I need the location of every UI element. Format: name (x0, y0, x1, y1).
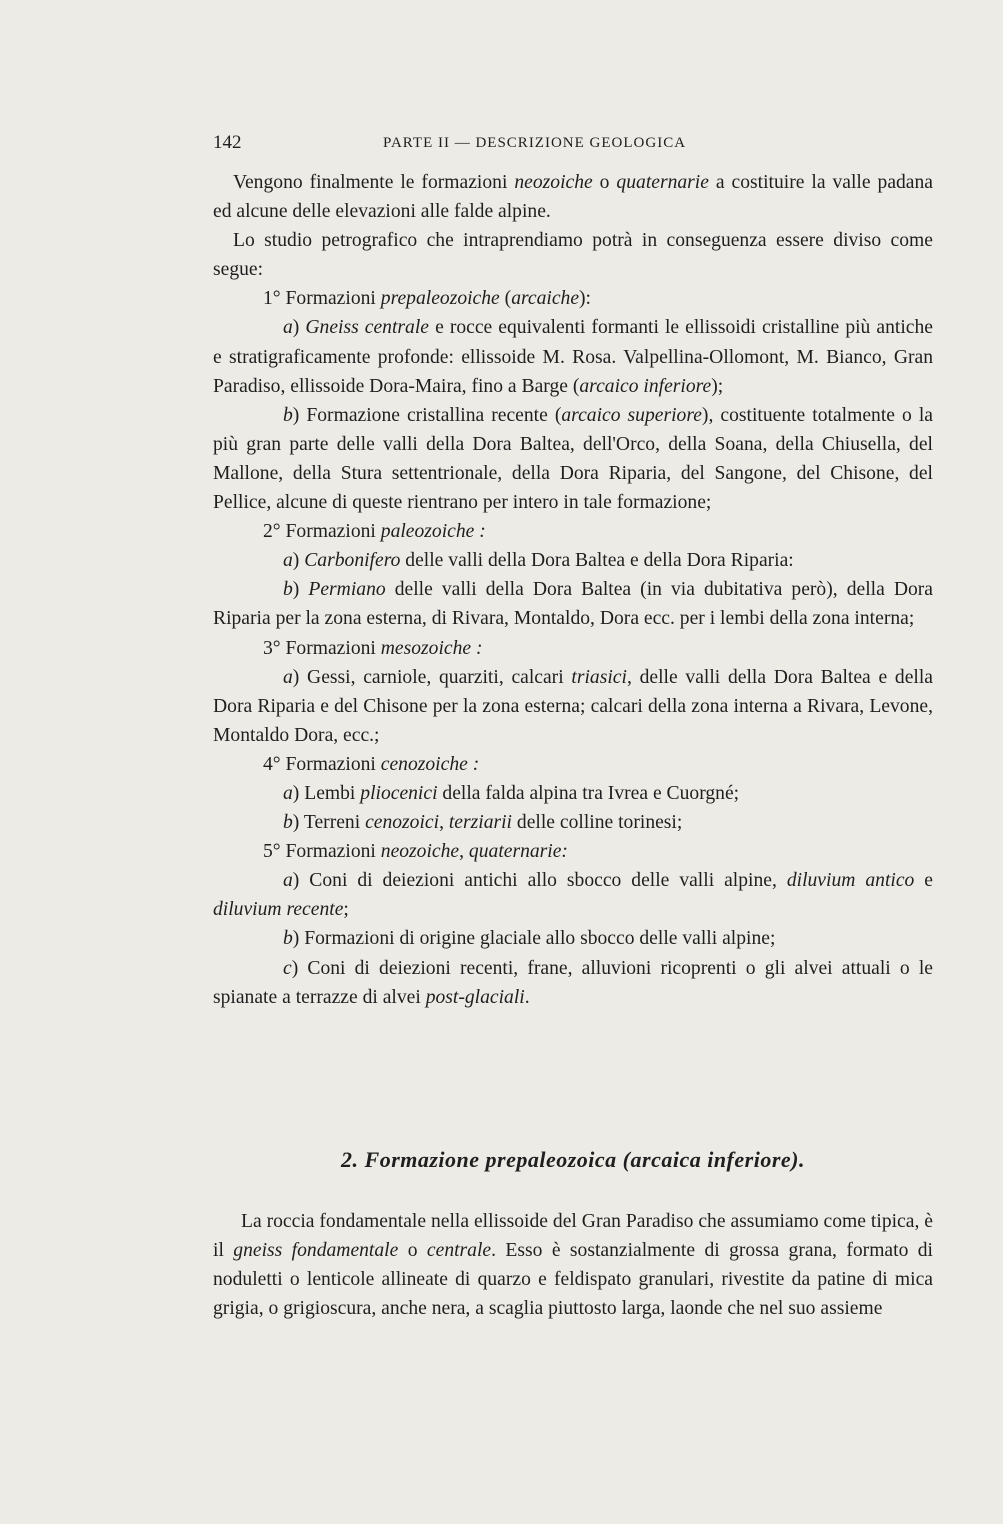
list-item: b) Permiano delle valli della Dora Baltea (in via dubitativa però), della Dora Riparia per la zona esterna, di Rivara, Montaldo, Dora ecc. per i lembi della zona interna; (213, 579, 933, 630)
list-item: a) Coni di deiezioni antichi allo sbocco delle valli alpine, diluvium antico e diluvium recente; (213, 870, 933, 921)
page-header (213, 132, 933, 158)
list-heading: 1° Formazioni prepaleozoiche (arcaiche): (263, 288, 591, 310)
section-body (213, 1207, 933, 1323)
list-item: b) Terreni cenozoici, terziarii delle colline torinesi; (283, 812, 683, 834)
paragraph: Lo studio petrografico che intraprendiamo potrà in conseguenza essere diviso come segue: (213, 230, 933, 281)
paragraph: Vengono finalmente le formazioni neozoiche o quaternarie a costituire la valle padana ed alcune delle elevazioni alle falde alpine. (213, 172, 933, 223)
section-title: 2. Formazione prepaleozoica (arcaica inferiore). (341, 1147, 805, 1172)
body-text (213, 168, 933, 1012)
list-item: b) Formazione cristallina recente (arcaico superiore), costituente totalmente o la più gran parte delle valli della Dora Baltea, dell'Orco, della Soana, della Chiusella, del Mallone, della Stura settentrionale, della Dora Riparia, del Sangone, del Chisone, del Pellice, alcune di queste rientrano per intero in tale formazione; (213, 404, 933, 514)
list-item: b) Formazioni di origine glaciale allo sbocco delle valli alpine; (283, 928, 776, 950)
list-item: a) Carbonifero delle valli della Dora Baltea e della Dora Riparia: (283, 550, 794, 572)
paragraph: La roccia fondamentale nella ellissoide del Gran Paradiso che assumiamo come tipica, è il gneiss fondamentale o centrale. Esso è sostanzialmente di grossa grana, formato di noduletti o lenticole allineate di quarzo e feldispato granulari, rivestite da patine di mica grigia, o grigioscura, anche nera, a scaglia piuttosto larga, laonde che nel suo assieme (213, 1211, 934, 1320)
running-title: PARTE II — DESCRIZIONE GEOLOGICA (383, 135, 687, 151)
list-heading: 5° Formazioni neozoiche, quaternarie: (263, 841, 568, 863)
page-number: 142 (213, 132, 242, 153)
list-item: a) Gessi, carniole, quarziti, calcari triasici, delle valli della Dora Baltea e della Dora Riparia e del Chisone per la zona esterna; calcari della zona interna a Rivara, Levone, Montaldo Dora, ecc.; (213, 666, 933, 746)
list-heading: 3° Formazioni mesozoiche : (263, 637, 483, 659)
list-item: a) Gneiss centrale e rocce equivalenti formanti le ellissoidi cristalline più antiche e stratigraficamente profonde: ellissoide M. Rosa. Valpellina-Ollomont, M. Bianco, Gran Paradiso, ellissoide Dora-Maira, fino a Barge (arcaico inferiore); (213, 317, 933, 397)
list-item: c) Coni di deiezioni recenti, frane, alluvioni ricoprenti o gli alvei attuali o le spianate a terrazze di alvei post-glaciali. (213, 957, 933, 1008)
list-heading: 2° Formazioni paleozoiche : (263, 521, 486, 543)
list-heading: 4° Formazioni cenozoiche : (263, 753, 480, 775)
list-item: a) Lembi pliocenici della falda alpina tra Ivrea e Cuorgné; (283, 782, 740, 804)
